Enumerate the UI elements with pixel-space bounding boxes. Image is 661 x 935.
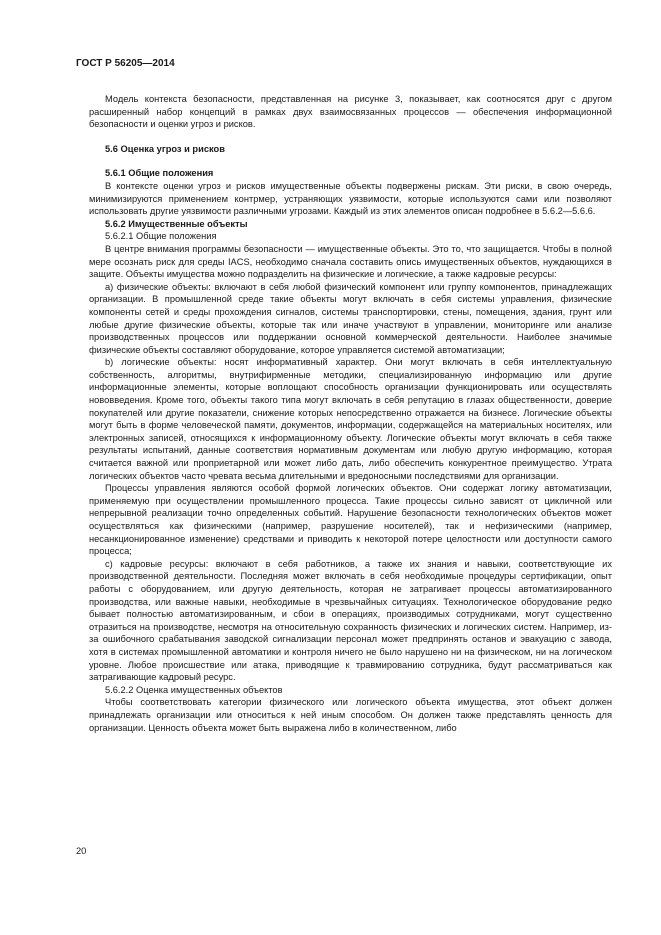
subsection-heading-5-6-1: 5.6.1 Общие положения — [105, 168, 214, 179]
section-heading-5-6: 5.6 Оценка угроз и рисков — [105, 143, 225, 154]
subsection-heading-5-6-2-1: 5.6.2.1 Общие положения — [105, 231, 217, 242]
paragraph-control-processes: Процессы управления являются особой формой логических объектов. Они содержат логику автоматизации, применяемую при осуществлении промышленного процесса. Такие процессы сильно зависят от цикличной или непрерывной реализации точно определенных событий. Нарушение безопасности технологических объектов может осуществляться как физическими (например, разрушение носителей), так и нефизическими (например, несанкционированное изменение) средствами и приводить к некоторой потере целостности или доступности самого процесса; — [89, 483, 612, 557]
document-header: ГОСТ Р 56205—2014 — [76, 58, 175, 69]
paragraph-intro: Модель контекста безопасности, представленная на рисунке 3, показывает, как соотносятся друг с другом расширенный набор концепций в рамках двух взаимосвязанных процессов — обеспечения информационной безопасности и оценки угроз и рисков. — [89, 94, 612, 130]
page-number: 20 — [76, 846, 87, 856]
list-item-logical-assets: b) логические объекты: носят информативный характер. Они могут включать в себя интеллектуальную собственность, алгоритмы, внутрифирменные методики, специализированную информацию или другие информационные элементы, которые воплощают способность организации функционировать или осуществлять нововведения. Кроме того, объекты такого типа могут включать в себя репутацию в глазах общественности, доверие покупателей или другие показатели, снижение которых непосредственно отражается на бизнесе. Логические объекты могут быть в форме человеческой памяти, документов, информации, содержащейся на материальных носителях, или электронных записей, относящихся к информационному объекту. Логические объекты могут включать в себя также результаты испытаний, данные соответствия нормативным документам или любую другую информацию, которая считается важной или проприетарной или может либо дать, либо обеспечить конкурентное преимущество. Утрата логических объектов часто чревата весьма длительными и вредоносными последствиями для организации. — [89, 357, 612, 481]
paragraph-assets-intro: В центре внимания программы безопасности — имущественные объекты. Это то, что защищается. Чтобы в полной мере осознать риск для среды IACS, необходимо сначала составить опись имущественных объектов, нуждающихся в защите. Объекты имущества можно подразделить на физические и логические, а также кадровые ресурсы: — [89, 243, 612, 280]
subsection-heading-5-6-2: 5.6.2 Имущественные объекты — [105, 218, 248, 229]
paragraph-asset-valuation: Чтобы соответствовать категории физического или логического объекта имущества, этот объект должен принадлежать организации или относиться к ней иным способом. Он должен также представлять ценность для организации. Ценность объекта может быть выражена либо в количественном, либо — [89, 697, 612, 733]
subsection-heading-5-6-2-2: 5.6.2.2 Оценка имущественных объектов — [105, 684, 283, 695]
list-item-human-resources: c) кадровые ресурсы: включают в себя работников, а также их знания и навыки, соответствующие их производственной деятельности. Последняя может включать в себя необходимые процедуры сертификации, опыт работы с оборудованием, или другую деятельность, которая не затрагивает процессы автоматизированного производства, или важные навыки, необходимые в чрезвычайных ситуациях. Технологическое оборудование редко бывает полностью автоматизированным, и сбои в операциях, производимых сотрудниками, могут существенно отразиться на производстве, несмотря на относительную сохранность физических и логических систем. Например, из-за ошибочного срабатывания заводской сигнализации персонал может предпринять останов и эвакуацию с завода, хотя в системах промышленной автоматики и контроля ничего не было нарушено ни на физическом, ни на логическом уровне. Любое происшествие или атака, приводящие к травмированию сотрудника, будут рассматриваться как затрагивающие кадровый ресурс. — [89, 558, 612, 683]
page-body — [89, 93, 612, 734]
paragraph-5-6-1: В контексте оценки угроз и рисков имущественные объекты подвержены рискам. Эти риски, в свою очередь, минимизируются применением контрмер, устраняющих уязвимости, которые используются сами или позволяют использовать другие уязвимости различными угрозами. Каждый из этих элементов описан подробнее в 5.6.2—5.6.6. — [89, 180, 612, 217]
list-item-physical-assets: a) физические объекты: включают в себя любой физический компонент или группу компонентов, принадлежащих организации. В промышленной среде такие объекты могут включать в себя системы управления, физические компоненты сетей и среды прохождения сигналов, системы транспортировки, стены, помещения, здания, грунт или любые другие физические объекты, которые так или иначе участвуют в управлении, мониторинге или анализе производственных процессов или поддержании основной коммерческой деятельности. Наиболее значимые физические объекты составляют оборудование, которое управляется системой автоматизации; — [89, 281, 612, 355]
